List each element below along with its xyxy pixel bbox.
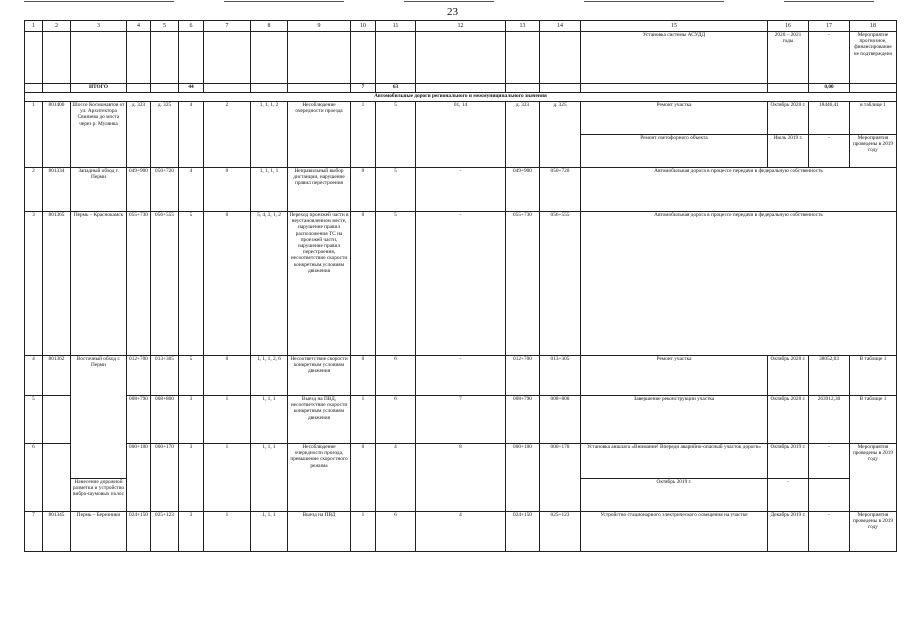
col-number: 5 <box>151 21 179 32</box>
table-row <box>25 168 897 212</box>
section-row <box>25 93 897 102</box>
col-number: 15 <box>581 21 768 32</box>
col-number: 2 <box>43 21 71 32</box>
measure-cell: Нанесение дорожной разметки и устройство вибро-шумовых полос <box>71 479 127 512</box>
note-cell: Мероприятия проведены в 2019 году <box>850 135 897 168</box>
end-km: 000+170 <box>151 444 179 512</box>
c6: 3 <box>179 444 204 512</box>
table-row <box>25 32 897 84</box>
row-number: 5 <box>25 396 43 444</box>
c12: - <box>416 168 506 212</box>
deadline-cell: 2020 – 2021 годы <box>768 32 809 84</box>
c13: д. 323 <box>506 102 540 168</box>
total-c11: 63 <box>376 84 416 93</box>
cause-cell: Переход проезжей части в неустановленном месте, нарушение правил расположения ТС на проезжей части, нарушение правил перестроения, несоответствие скорости конкретным условиям движения <box>288 212 351 356</box>
row-number: 7 <box>25 512 43 552</box>
measure-cell: Устройство стационарного электрического освещения на участке <box>581 512 768 552</box>
deadline-cell: Декабрь 2019 г. <box>768 512 809 552</box>
c14: 013+305 <box>540 356 581 396</box>
c10: 0 <box>351 168 376 212</box>
c6: 4 <box>179 168 204 212</box>
c8: 1, 1, 1, 1 <box>251 168 288 212</box>
road-name: Шоссе Космонавтов от ул. Архитектора Свиязева до моста через р. Мулянка <box>71 102 127 168</box>
c12: - <box>416 212 506 356</box>
c7: 0 <box>204 212 251 356</box>
row-number: 3 <box>25 212 43 356</box>
start-km: 000+100 <box>127 444 151 512</box>
c7: 1 <box>204 444 251 512</box>
c8: 5, 4, 3, 1, 2 <box>251 212 288 356</box>
c11: 5 <box>376 212 416 356</box>
cause-cell: Выезд на ПВД, несоответствие скорости конкретным условиям движения <box>288 396 351 444</box>
c6: 3 <box>179 512 204 552</box>
col-number: 17 <box>809 21 850 32</box>
c11: 6 <box>376 396 416 444</box>
c8: 1, 1, 1 <box>251 444 288 512</box>
col-number: 1 <box>25 21 43 32</box>
section-title: Автомобильные дороги регионального и межмуниципального значения <box>25 93 897 102</box>
c8: 1, 1, 1 <box>251 396 288 444</box>
road-name: Восточный обход г. Перми <box>71 356 127 479</box>
deadline-cell: Октябрь 2020 г. <box>768 356 809 396</box>
col-number: 10 <box>351 21 376 32</box>
row-number: 1 <box>25 102 43 168</box>
total-cost: 0,00 <box>809 84 850 93</box>
road-code: 801334 <box>43 168 71 212</box>
c14: д. 325 <box>540 102 581 168</box>
cost-cell: - <box>809 444 850 479</box>
cause-cell: Неправильный выбор дистанции, нарушение правил перестроения <box>288 168 351 212</box>
total-label: ИТОГО <box>71 84 127 93</box>
measure-cell: Ремонт участка <box>581 102 768 135</box>
cause-cell: Несоблюдение очередности проезда <box>288 102 351 168</box>
c11: 6 <box>376 356 416 396</box>
col-number: 14 <box>540 21 581 32</box>
col-number: 4 <box>127 21 151 32</box>
road-code: 801400 <box>43 102 71 168</box>
row-number: 2 <box>25 168 43 212</box>
measure-cell: Ремонт светофорного объекта <box>581 135 768 168</box>
measure-cell: Установка системы АСУДД <box>581 32 768 84</box>
c7: 1 <box>204 512 251 552</box>
note-cell: В таблице 1 <box>850 396 897 444</box>
c14: 008+800 <box>540 396 581 444</box>
table-row <box>25 102 897 135</box>
row-number: 4 <box>25 356 43 396</box>
c11: 5 <box>376 102 416 168</box>
c10: 0 <box>351 212 376 356</box>
table-row <box>25 212 897 356</box>
c8: 1, 1, 1, 2 <box>251 102 288 168</box>
end-km: 013+305 <box>151 356 179 396</box>
c7: 2 <box>204 102 251 168</box>
cost-cell: 38052,03 <box>809 356 850 396</box>
end-km: 050+720 <box>151 168 179 212</box>
c13: 012+700 <box>506 356 540 396</box>
c14: 056+555 <box>540 212 581 356</box>
c14: 050+720 <box>540 168 581 212</box>
col-number: 11 <box>376 21 416 32</box>
c11: 4 <box>376 444 416 512</box>
col-number: 7 <box>204 21 251 32</box>
end-km: д. 325 <box>151 102 179 168</box>
c8: 1, 1, 1, 2, 6 <box>251 356 288 396</box>
table-row <box>25 512 897 552</box>
c10: 0 <box>351 444 376 512</box>
col-number: 8 <box>251 21 288 32</box>
road-code: 801362 <box>43 356 71 396</box>
cost-cell: - <box>809 512 850 552</box>
deadline-cell: Октябрь 2019 г. <box>581 479 768 512</box>
deadline-cell: Октябрь 2020 г. <box>768 396 809 444</box>
c7: 0 <box>204 356 251 396</box>
c14: 000+170 <box>540 444 581 512</box>
col-number: 3 <box>71 21 127 32</box>
road-name: Западный обход г. Перми <box>71 168 127 212</box>
cause-cell: Несоответствие скорости конкретным условиям движения <box>288 356 351 396</box>
measure-cell: Завершение реконструкции участка <box>581 396 768 444</box>
c14: 025+123 <box>540 512 581 552</box>
note-cell: в таблице 1 <box>850 102 897 135</box>
c13: 055+730 <box>506 212 540 356</box>
c11: 6 <box>376 512 416 552</box>
col-number: 13 <box>506 21 540 32</box>
c6: 4 <box>179 102 204 168</box>
table-row <box>25 444 897 479</box>
c7: 0 <box>204 168 251 212</box>
cost-cell: - <box>809 135 850 168</box>
c6: 5 <box>179 356 204 396</box>
start-km: 012+700 <box>127 356 151 396</box>
c13: 000+100 <box>506 444 540 512</box>
c12: 8 <box>416 444 506 512</box>
road-code: 801365 <box>43 212 71 356</box>
note-cell: Автомобильная дорога в процессе передачи в федеральную собственность <box>581 212 897 356</box>
scan-top-edge <box>24 1 896 3</box>
col-number: 16 <box>768 21 809 32</box>
table-row <box>25 396 897 444</box>
start-km: 008+790 <box>127 396 151 444</box>
measure-cell: Ремонт участка <box>581 356 768 396</box>
c10: 0 <box>351 356 376 396</box>
note-cell: Автомобильная дорога в процессе передачи в федеральную собственность <box>581 168 897 212</box>
c12: 7 <box>416 396 506 444</box>
cost-cell: 18446,41 <box>809 102 850 135</box>
c12: 4 <box>416 512 506 552</box>
cause-cell: Выезд на ПВД <box>288 512 351 552</box>
c12: - <box>416 356 506 396</box>
c13: 049+900 <box>506 168 540 212</box>
end-km: 056+555 <box>151 212 179 356</box>
cause-cell: Несоблюдение очередности проезда, превышение скоростного режима <box>288 444 351 512</box>
col-number: 9 <box>288 21 351 32</box>
note-cell: Мероприятие прогнозное, финансирование не подтверждено <box>850 32 897 84</box>
deadline-cell: Октябрь 2019 г. <box>768 444 809 479</box>
c11: 5 <box>376 168 416 212</box>
col-number: 12 <box>416 21 506 32</box>
start-km: 049+900 <box>127 168 151 212</box>
c8: 1, 1, 1 <box>251 512 288 552</box>
row-number: 6 <box>25 444 43 512</box>
c6: 3 <box>179 396 204 444</box>
column-number-row <box>25 21 897 32</box>
c7: 1 <box>204 396 251 444</box>
note-cell: Мероприятия проведены в 2019 году <box>850 512 897 552</box>
measure-cell: Установка аншлага «Внимание! Впереди аварийно-опасный участок дороги» <box>581 444 768 479</box>
total-c6: 44 <box>179 84 204 93</box>
start-km: 024+150 <box>127 512 151 552</box>
cost-cell: - <box>768 479 809 512</box>
road-name: Пермь – Краснокамск <box>71 212 127 356</box>
c6: 5 <box>179 212 204 356</box>
cost-cell: 263912,30 <box>809 396 850 444</box>
measures-table <box>24 20 897 552</box>
total-c10: 7 <box>351 84 376 93</box>
col-number: 18 <box>850 21 897 32</box>
road-name: Пермь – Березники <box>71 512 127 552</box>
deadline-cell: Октябрь 2020 г. <box>768 102 809 135</box>
cost-cell: - <box>809 32 850 84</box>
c10: 1 <box>351 512 376 552</box>
col-number: 6 <box>179 21 204 32</box>
note-cell: В таблице 1 <box>850 356 897 396</box>
c10: 1 <box>351 396 376 444</box>
road-code: 801345 <box>43 512 71 552</box>
start-km: 055+730 <box>127 212 151 356</box>
c10: 1 <box>351 102 376 168</box>
end-km: 025+123 <box>151 512 179 552</box>
c13: 008+790 <box>506 396 540 444</box>
c13: 024+150 <box>506 512 540 552</box>
page-number: 23 <box>447 6 458 18</box>
total-row <box>25 84 897 93</box>
start-km: д. 323 <box>127 102 151 168</box>
table-row <box>25 356 897 396</box>
end-km: 008+800 <box>151 396 179 444</box>
deadline-cell: Июль 2019 г. <box>768 135 809 168</box>
c12: 01, 14 <box>416 102 506 168</box>
note-cell: Мероприятия проведены в 2019 году <box>850 444 897 512</box>
